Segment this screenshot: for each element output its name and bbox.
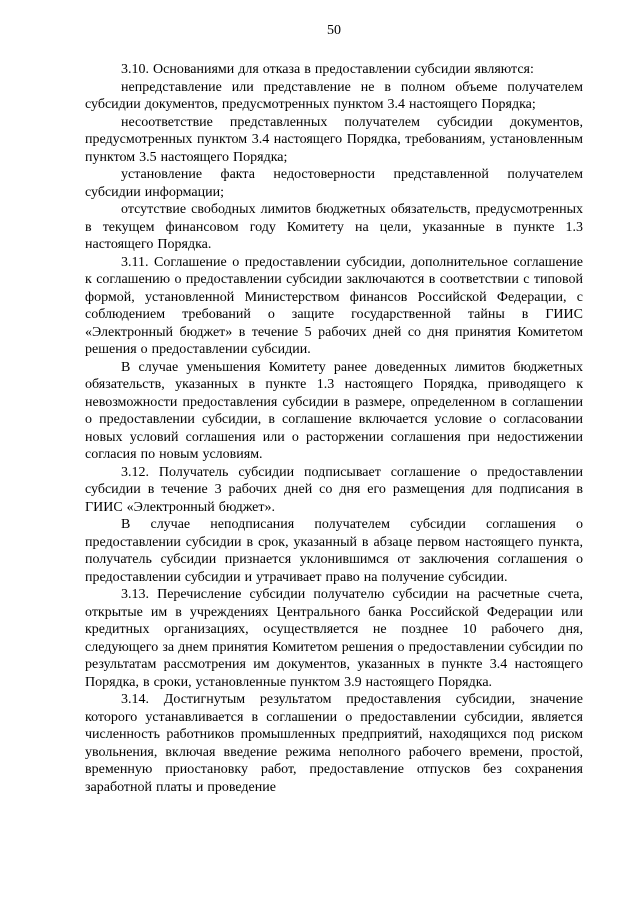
paragraph: 3.14. Достигнутым результатом предоставления субсидии, значение которого устанавливается в соглашении о предоставлении субсидии, является численность работников промышленных предприятий, находящихся под риском увольнения, включая введение режима неполного рабочего времени, простой, временную приостановку работ, предоставление отпусков без сохранения заработной платы и проведение (85, 692, 583, 795)
paragraph: В случае неподписания получателем субсидии соглашения о предоставлении субсидии в срок, указанный в абзаце первом настоящего пункта, получатель субсидии признается уклонившимся от заключения соглашения о предоставлении субсидии и утрачивает право на получение субсидии. (85, 517, 583, 585)
paragraph: 3.11. Соглашение о предоставлении субсидии, дополнительное соглашение к соглашению о предоставлении субсидии заключаются в соответствии с типовой формой, установленной Министерством финансов Российской Федерации, с соблюдением требований о защите государственной тайны в ГИИС «Электронный бюджет» в течение 5 рабочих дней со дня принятия Комитетом решения о предоставлении субсидии. (85, 254, 583, 357)
paragraph: 3.12. Получатель субсидии подписывает соглашение о предоставлении субсидии в течение 3 рабочих дней со дня его размещения для подписания в ГИИС «Электронный бюджет». (85, 464, 583, 515)
paragraph: несоответствие представленных получателем субсидии документов, предусмотренных пунктом 3.4 настоящего Порядка, требованиям, установленным пунктом 3.5 настоящего Порядка; (85, 114, 583, 165)
paragraph: установление факта недостоверности представленной получателем субсидии информации; (85, 167, 583, 200)
paragraph: В случае уменьшения Комитету ранее доведенных лимитов бюджетных обязательств, указанных в пункте 1.3 настоящего Порядка, приводящего к невозможности предоставления субсидии в размере, определенном в соглашении о предоставлении субсидии, в соглашение включается условие о согласовании новых условий соглашения или о расторжении соглашения при недостижении согласия по новым условиям. (85, 359, 583, 462)
paragraph: отсутствие свободных лимитов бюджетных обязательств, предусмотренных в текущем финансовом году Комитету на цели, указанные в пункте 1.3 настоящего Порядка. (85, 202, 583, 252)
paragraph: 3.13. Перечисление субсидии получателю субсидии на расчетные счета, открытые им в учреждениях Центрального банка Российской Федерации или кредитных организациях, осуществляется не позднее 10 рабочего дня, следующего за днем принятия Комитетом решения о предоставлении субсидии по результатам рассмотрения им документов, указанных в пункте 3.4 настоящего Порядка, в сроки, установленные пунктом 3.9 настоящего Порядка. (85, 587, 583, 690)
paragraph: непредставление или представление не в полном объеме получателем субсидии документов, предусмотренных пунктом 3.4 настоящего Порядка; (85, 79, 583, 112)
page-number: 50 (327, 23, 341, 38)
paragraph: 3.10. Основаниями для отказа в предоставлении субсидии являются: (121, 62, 534, 77)
document-body (85, 61, 583, 796)
